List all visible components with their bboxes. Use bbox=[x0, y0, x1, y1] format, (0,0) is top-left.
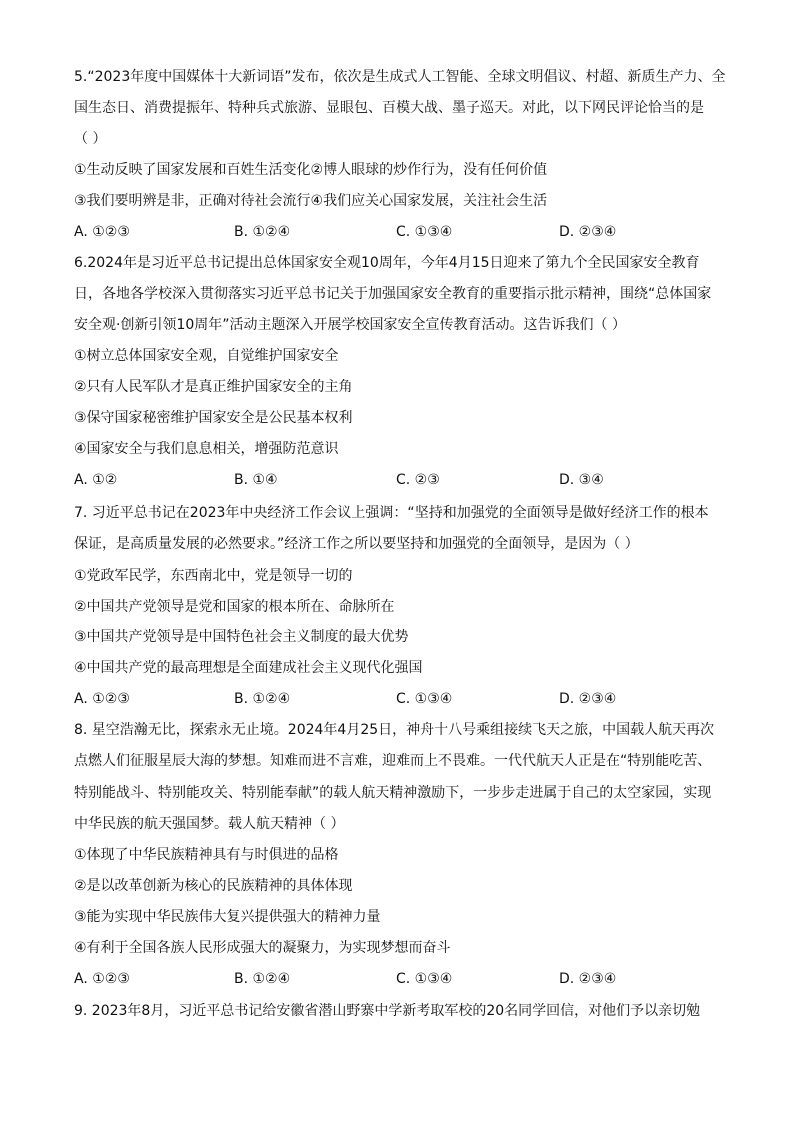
q7-options bbox=[74, 689, 734, 709]
q8-stem-line-1: 8. 星空浩瀚无比，探索永无止境。2024年4月25日，神舟十八号乘组接续飞天之旅，中国载人航天再次 bbox=[74, 722, 715, 738]
q7-statement-2: ②中国共产党领导是党和国家的根本所在、命脉所在 bbox=[74, 599, 395, 615]
q5-options bbox=[74, 222, 734, 242]
q6-option-b: B. ①④ bbox=[234, 472, 278, 488]
q5-option-c: C. ①③④ bbox=[396, 224, 453, 240]
q7-statement-3: ③中国共产党领导是中国特色社会主义制度的最大优势 bbox=[74, 629, 409, 645]
q8-statement-4: ④有利于全国各族人民形成强大的凝聚力，为实现梦想而奋斗 bbox=[74, 940, 451, 956]
q6-statement-1: ①树立总体国家安全观，自觉维护国家安全 bbox=[74, 348, 339, 364]
q7-stem-line-2: 保证，是高质量发展的必然要求。”经济工作之所以要坚持和加强党的全面领导，是因为（ ） bbox=[74, 536, 639, 552]
q6-statement-3: ③保守国家秘密维护国家安全是公民基本权利 bbox=[74, 410, 353, 426]
q8-option-c: C. ①③④ bbox=[396, 971, 453, 987]
q6-option-d: D. ③④ bbox=[559, 472, 604, 488]
q5-statement-2: ③我们要明辨是非，正确对待社会流行④我们应关心国家发展，关注社会生活 bbox=[74, 193, 548, 209]
q6-options bbox=[74, 470, 734, 490]
q7-statement-4: ④中国共产党的最高理想是全面建成社会主义现代化强国 bbox=[74, 660, 423, 676]
q5-option-a: A. ①②③ bbox=[74, 224, 130, 240]
q6-option-c: C. ②③ bbox=[396, 472, 440, 488]
q8-option-d: D. ②③④ bbox=[559, 971, 617, 987]
q6-stem-line-3: 安全观·创新引领10周年”活动主题深入开展学校国家安全宣传教育活动。这告诉我们（ ） bbox=[74, 317, 626, 333]
q8-stem-line-3: 特别能战斗、特别能攻关、特别能奉献”的载人航天精神激励下，一步步走进属于自己的太空家园，实现 bbox=[74, 785, 712, 801]
q7-statement-1: ①党政军民学，东西南北中，党是领导一切的 bbox=[74, 568, 353, 584]
q7-option-d: D. ②③④ bbox=[559, 691, 617, 707]
q7-option-c: C. ①③④ bbox=[396, 691, 453, 707]
q6-stem-line-1: 6.2024年是习近平总书记提出总体国家安全观10周年，今年4月15日迎来了第九个全民国家安全教育 bbox=[74, 255, 700, 271]
q6-statement-4: ④国家安全与我们息息相关，增强防范意识 bbox=[74, 441, 339, 457]
q5-option-d: D. ②③④ bbox=[559, 224, 617, 240]
q8-option-a: A. ①②③ bbox=[74, 971, 130, 987]
q8-option-b: B. ①②④ bbox=[234, 971, 291, 987]
q5-stem-line-2: 国生态日、消费提振年、特种兵式旅游、显眼包、百模大战、墨子巡天。对此，以下网民评论恰当的是 bbox=[74, 100, 704, 116]
q5-stem-line-1: 5.“2023年度中国媒体十大新词语”发布，依次是生成式人工智能、全球文明倡议、村超、新质生产力、全 bbox=[74, 69, 726, 85]
q8-statement-3: ③能为实现中华民族伟大复兴提供强大的精神力量 bbox=[74, 909, 381, 925]
q6-stem-line-2: 日，各地各学校深入贯彻落实习近平总书记关于加强国家安全教育的重要指示批示精神，围绕“总体国家 bbox=[74, 286, 712, 302]
q8-options bbox=[74, 969, 734, 989]
q7-option-a: A. ①②③ bbox=[74, 691, 130, 707]
q8-statement-2: ②是以改革创新为核心的民族精神的具体体现 bbox=[74, 878, 353, 894]
q8-stem-line-4: 中华民族的航天强国梦。载人航天精神（ ） bbox=[74, 816, 345, 832]
q5-stem-line-3: （ ） bbox=[74, 131, 107, 147]
q6-option-a: A. ①② bbox=[74, 472, 118, 488]
q5-statement-1: ①生动反映了国家发展和百姓生活变化②博人眼球的炒作行为，没有任何价值 bbox=[74, 162, 548, 178]
q8-statement-1: ①体现了中华民族精神具有与时俱进的品格 bbox=[74, 847, 339, 863]
q9-stem-line-1: 9. 2023年8月，习近平总书记给安徽省潜山野寨中学新考取军校的20名同学回信，对他们予以亲切勉 bbox=[74, 1003, 701, 1019]
q7-stem-line-1: 7. 习近平总书记在2023年中央经济工作会议上强调：“坚持和加强党的全面领导是做好经济工作的根本 bbox=[74, 505, 709, 521]
q6-statement-2: ②只有人民军队才是真正维护国家安全的主角 bbox=[74, 379, 353, 395]
q5-option-b: B. ①②④ bbox=[234, 224, 291, 240]
q8-stem-line-2: 点燃人们征服星辰大海的梦想。知难而进不言难，迎难而上不畏难。一代代航天人正是在“特别能吃苦、 bbox=[74, 753, 712, 769]
q7-option-b: B. ①②④ bbox=[234, 691, 291, 707]
